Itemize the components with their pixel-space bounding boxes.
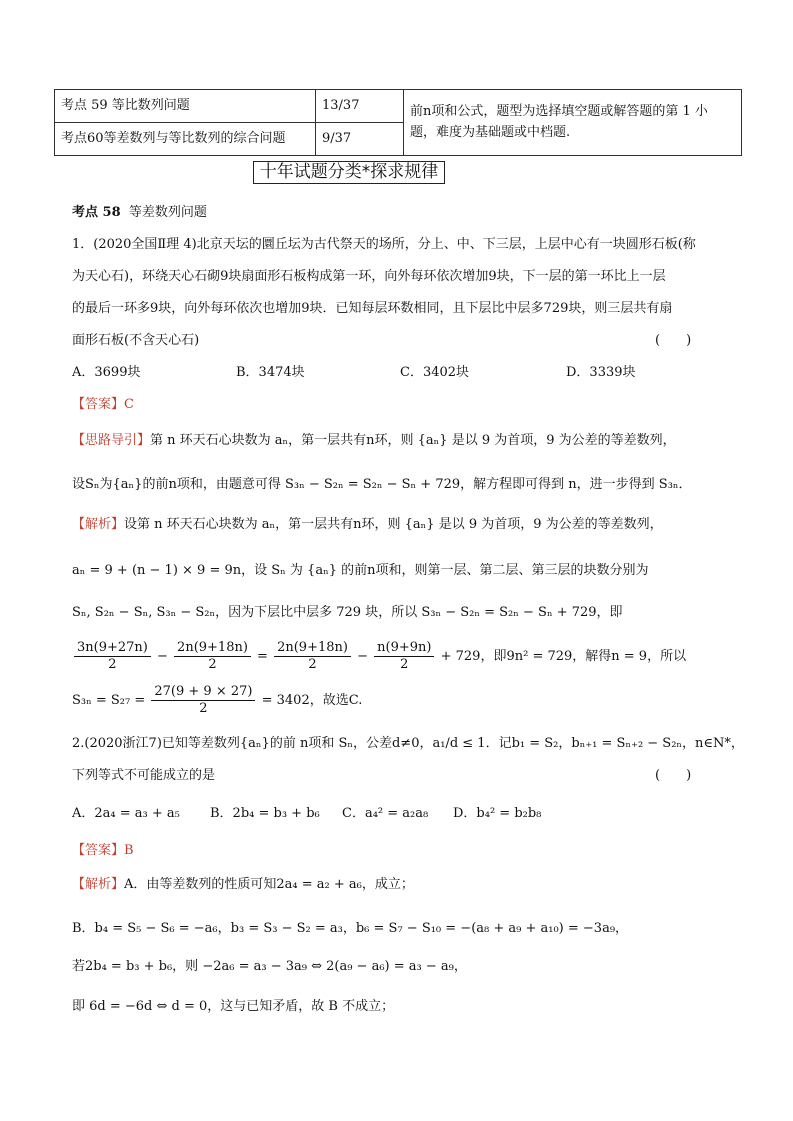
q2-option-a: A．2a₄ = a₃ + a₅ (72, 806, 180, 821)
q1-option-c: C．3402块 (400, 365, 470, 380)
answer-label: 【答案】 (72, 397, 125, 412)
topic-table (54, 89, 742, 156)
q1-option-d: D．3339块 (566, 365, 636, 380)
q2-option-d: D．b₄² = b₂b₈ (453, 806, 542, 821)
fraction: $\frac{27(9 + 9 \times 27)}{2}$ (151, 684, 255, 717)
q2-stem-line-2: 下列等式不可能成立的是 (72, 768, 216, 783)
answer-value: B (124, 843, 134, 858)
q1-analysis-line-3: Sₙ, S₂ₙ − Sₙ, S₃ₙ − S₂ₙ，因为下层比中层多 729 块，所以 S₃ₙ − S₂ₙ = S₂ₙ − Sₙ + 729，即 (72, 605, 623, 620)
q1-answer-paren: ( ) (655, 333, 692, 348)
q2-answer (72, 842, 134, 860)
q2-analysis-line-3: 若2b₄ = b₃ + b₆，则 −2a₆ = a₃ − 3a₉ ⇔ 2(a₉ − a₆) = a₃ − a₉， (72, 959, 467, 974)
q2-analysis-line-1 (72, 876, 414, 894)
q1-stem-line-1: 1．(2020全国Ⅱ理 4)北京天坛的圜丘坛为古代祭天的场所，分上、中、下三层，上层中心有一块圆形石板(称 (72, 237, 696, 252)
analysis-text: A．由等差数列的性质可知2a₄ = a₂ + a₆，成立； (124, 877, 414, 892)
analysis-tail: ，即9n² = 729，解得n = 9，所以 (480, 649, 687, 664)
topic-cell: 考点 59 等比数列问题 (55, 90, 316, 123)
q1-guide-line-2: 设Sₙ为{aₙ}的前n项和，由题意可得 S₃ₙ − S₂ₙ = S₂ₙ − Sₙ + 729，解方程即可得到 n，进一步得到 S₃ₙ． (72, 477, 692, 492)
q2-answer-paren: ( ) (655, 768, 692, 783)
analysis-label: 【解析】 (72, 877, 125, 892)
note-line-1: 前n项和公式，题型为选择填空题或解答题的第 1 小 (410, 104, 708, 120)
section-heading (72, 204, 207, 222)
fraction: $\frac{2n(9+18n)}{2}$ (174, 640, 251, 673)
count-cell: 13/37 (316, 90, 404, 123)
q1-analysis-line-2: aₙ = 9 + (n − 1) × 9 = 9n，设 Sₙ 为 {aₙ} 的前n项和，则第一层、第二层、第三层的块数分别为 (72, 563, 649, 578)
analysis-conclusion: ，故选C. (309, 693, 363, 708)
q2-option-b: B．2b₄ = b₃ + b₆ (210, 806, 320, 821)
note-line-2: 题，难度为基础题或中档题. (410, 124, 571, 140)
fraction: $\frac{3n(9+27n)}{2}$ (74, 640, 151, 673)
count-cell: 9/37 (316, 123, 404, 156)
q1-option-a: A．3699块 (72, 365, 141, 380)
answer-value: C (124, 397, 134, 412)
q1-option-b: B．3474块 (236, 365, 305, 380)
q2-analysis-line-2: B．b₄ = S₅ − S₆ = −a₆，b₃ = S₃ − S₂ = a₃，b₆ = S₇ − S₁₀ = −(a₈ + a₉ + a₁₀) = −3a₉， (72, 921, 629, 936)
q1-analysis-line-5: S₃ₙ = S₂₇ = $\frac{27(9 + 9 \times 27)}{2}$ = 3402，故选C. (72, 684, 363, 716)
q2-stem-line-1: 2.(2020浙江7)已知等差数列{aₙ}的前 n项和 Sₙ，公差d≠0，a₁/d ≤ 1．记b₁ = S₂，bₙ₊₁ = Sₙ₊₂ − S₂ₙ，n∈N*， (72, 736, 744, 751)
fraction: $\frac{2n(9+18n)}{2}$ (274, 640, 351, 673)
analysis-label: 【解析】 (72, 517, 125, 532)
topic-cell: 考点60等差数列与等比数列的综合问题 (55, 123, 316, 156)
answer-label: 【答案】 (72, 843, 125, 858)
q2-analysis-line-4: 即 6d = −6d ⇔ d = 0，这与已知矛盾，故 B 不成立； (72, 999, 395, 1014)
section-banner: 十年试题分类*探求规律 (253, 161, 445, 184)
q1-stem-line-2: 为天心石)，环绕天心石砌9块扇面形石板构成第一环，向外每环依次增加9块，下一层的第一环比上一层 (72, 269, 666, 284)
analysis-text: 设第 n 环天石心块数为 aₙ，第一层共有n环，则 {aₙ} 是以 9 为首项，9 为公差的等差数列， (124, 517, 663, 532)
section-title: 等差数列问题 (128, 205, 207, 220)
q1-stem-line-4: 面形石板(不含天心石) (72, 333, 200, 348)
q1-answer (72, 396, 134, 414)
q1-stem-line-3: 的最后一环多9块，向外每环依次也增加9块．已知每层环数相同，且下层比中层多729块，则三层共有扇 (72, 301, 673, 316)
q2-option-c: C．a₄² = a₂a₈ (342, 806, 429, 821)
fraction: $\frac{n(9+9n)}{2}$ (374, 640, 434, 673)
note-cell (404, 90, 742, 156)
q1-analysis-line-4: $\frac{3n(9+27n)}{2}$ − $\frac{2n(9+18n)}{2}$ = $\frac{2n(9+18n)}{2}$ − $\frac{n(9+9n)}{2}$ + 729，即9n² = 729，解得n = 9，所以 (72, 640, 686, 680)
section-label: 考点 58 (72, 205, 121, 220)
q1-analysis-line-1 (72, 516, 663, 534)
q1-guide-line-1 (72, 432, 676, 450)
guide-label: 【思路导引】 (72, 433, 151, 448)
guide-text: 第 n 环天石心块数为 aₙ，第一层共有n环，则 {aₙ} 是以 9 为首项，9 为公差的等差数列， (150, 433, 676, 448)
table-row (55, 90, 742, 123)
